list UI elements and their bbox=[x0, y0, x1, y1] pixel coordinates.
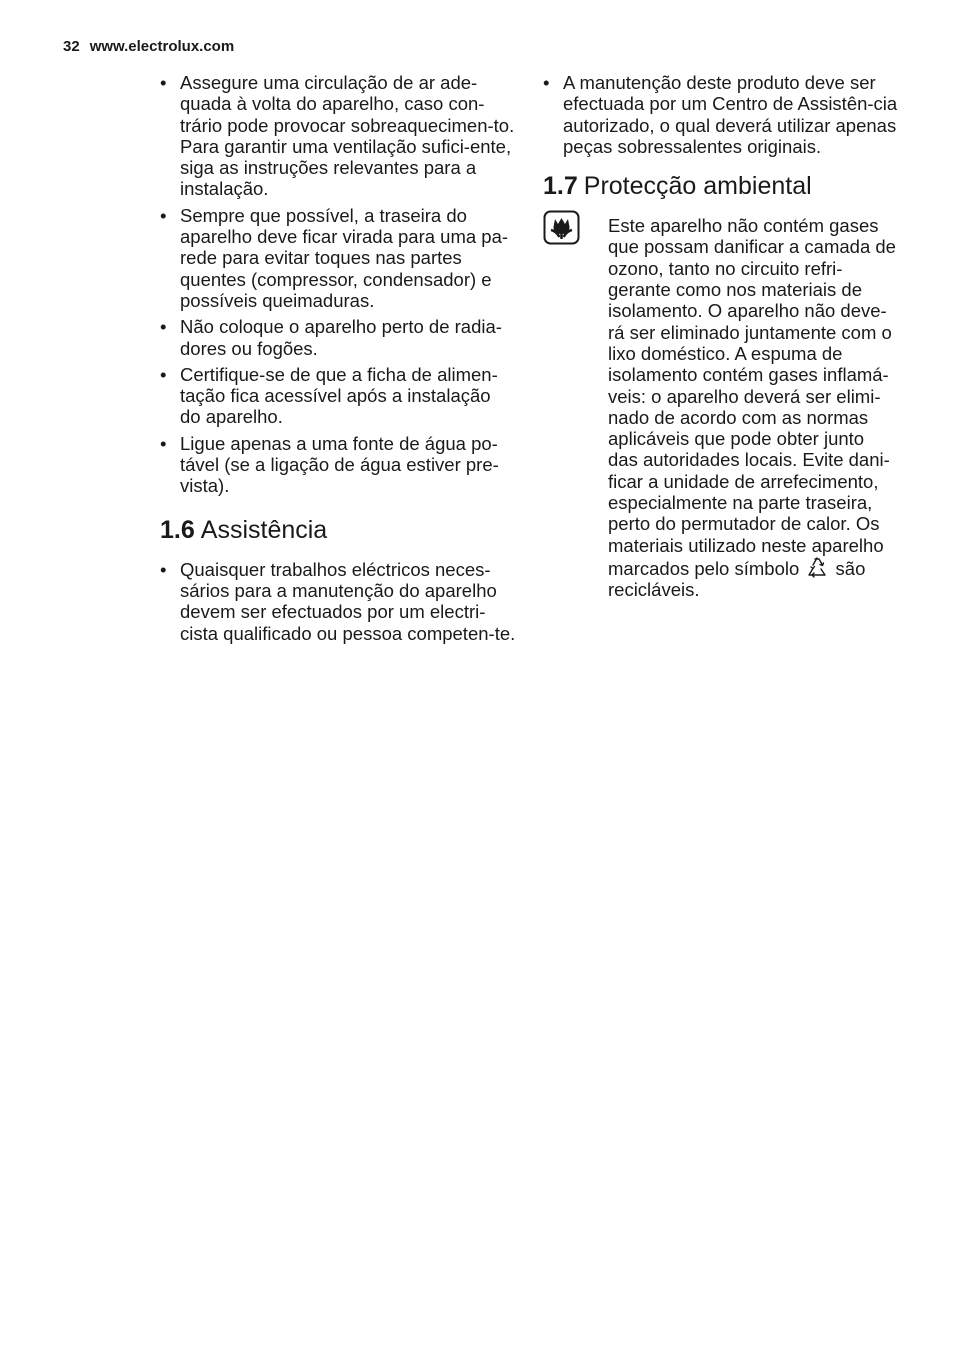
list-item: • A manutenção deste produto deve ser efectuada por um Centro de Assistên-cia autorizado, o qual deverá utilizar apenas peças sobressalentes originais. bbox=[543, 72, 899, 157]
list-item: • Quaisquer trabalhos eléctricos neces-sários para a manutenção do aparelho devem ser efectuados por um electri-cista qualificado ou pessoa competen-te. bbox=[160, 559, 516, 644]
section-number: 1.7 bbox=[543, 172, 578, 201]
bullet-list bbox=[543, 72, 899, 157]
environment-flower-icon bbox=[543, 210, 580, 245]
left-column bbox=[160, 72, 516, 649]
section-heading-assistencia bbox=[160, 515, 516, 545]
page-header bbox=[63, 38, 234, 55]
environment-text-part: são recicláveis. bbox=[608, 557, 866, 601]
list-item: • Não coloque o aparelho perto de radia-dores ou fogões. bbox=[160, 316, 516, 359]
bullet-list bbox=[160, 559, 516, 644]
environment-text bbox=[608, 215, 898, 600]
section-title: Protecção ambiental bbox=[583, 172, 812, 201]
list-item: • Sempre que possível, a traseira do aparelho deve ficar virada para uma pa-rede para evitar toques nas partes quentes (compressor, condensador) e possíveis queimaduras. bbox=[160, 205, 516, 311]
environment-text-part: Este aparelho não contém gases que possam danificar a camada de ozono, tanto no circuito refri-gerante como nos materiais de isolamento. O aparelho não deve-rá ser eliminado juntamente com o lixo doméstico. A espuma de isolamento contém gases inflamá-veis: o aparelho deverá ser elimi-nado de acordo com as normas aplicáveis que pode obter junto das autoridades locais. Evite dani-ficar a unidade de arrefecimento, especialmente na parte traseira, perto do permutador de calor. Os materiais utilizado neste aparelho marcados pelo símbolo bbox=[608, 215, 896, 579]
section-heading-proteccao-ambiental bbox=[543, 171, 899, 201]
section-number: 1.6 bbox=[160, 515, 195, 544]
recycle-icon bbox=[806, 556, 828, 578]
list-item: • Certifique-se de que a ficha de alimen-tação fica acessível após a instalação do aparelho. bbox=[160, 364, 516, 428]
page-number: 32 bbox=[63, 38, 80, 55]
environment-note bbox=[543, 215, 899, 600]
site-url: www.electrolux.com bbox=[89, 38, 235, 55]
list-item: • Ligue apenas a uma fonte de água po-tável (se a ligação de água estiver pre-vista). bbox=[160, 433, 516, 497]
list-item: • Assegure uma circulação de ar ade-quada à volta do aparelho, caso con-trário pode provocar sobreaquecimen-to. Para garantir uma ventilação sufici-ente, siga as instruções relevantes para a instalação. bbox=[160, 72, 516, 200]
section-title: Assistência bbox=[200, 515, 328, 544]
bullet-list bbox=[160, 72, 516, 497]
right-column bbox=[543, 72, 899, 601]
